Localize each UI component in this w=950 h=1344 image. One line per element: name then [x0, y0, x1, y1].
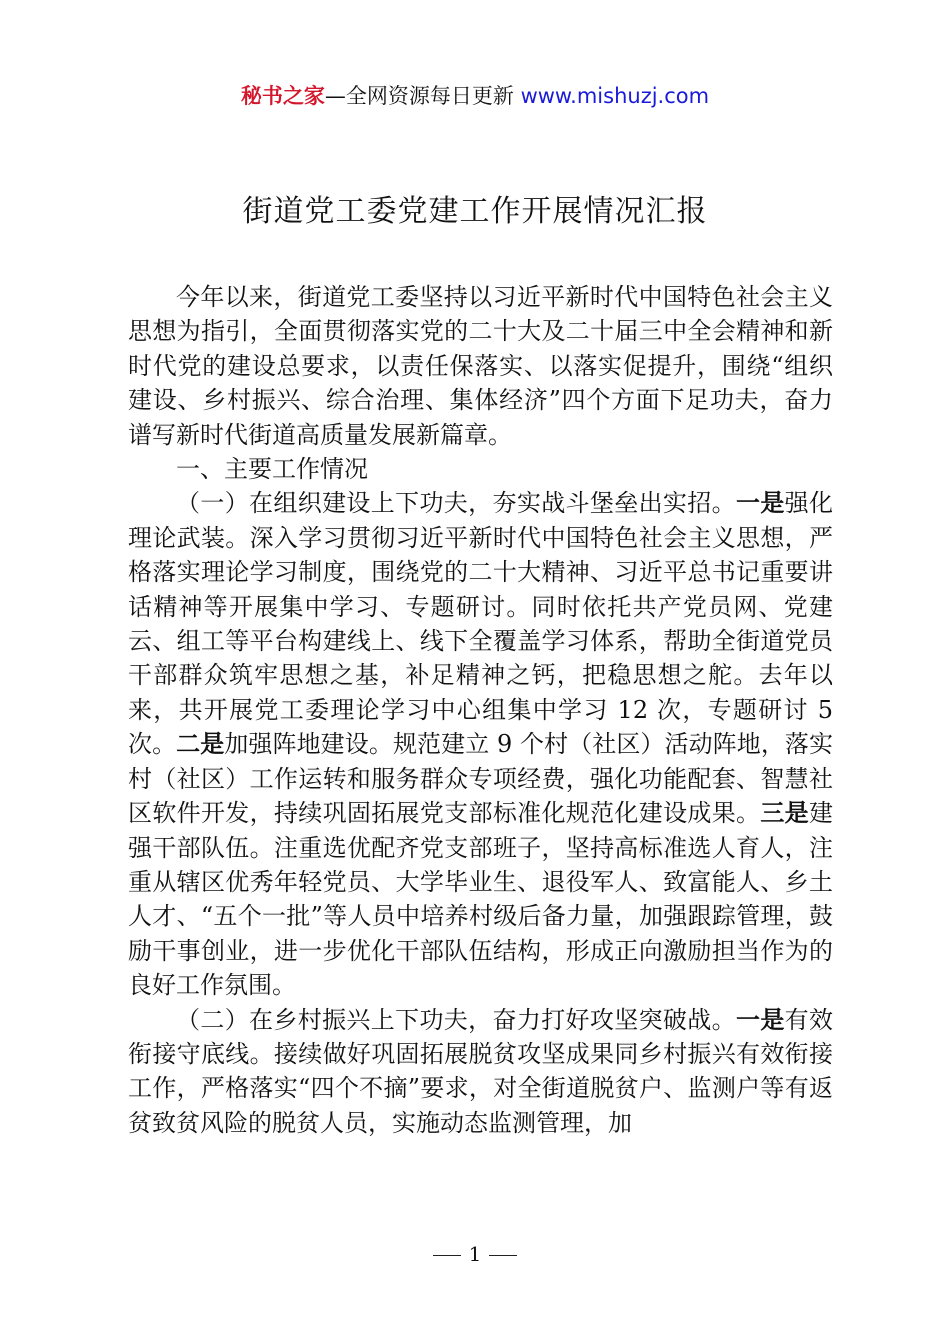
- keyword-third: 三是: [760, 798, 810, 828]
- paragraph-rural: [128, 1003, 833, 1141]
- keyword-first: 一是: [735, 1004, 785, 1034]
- page-number: [0, 1242, 950, 1266]
- intro-paragraph: 今年以来，街道党工委坚持以习近平新时代中国特色社会主义思想为指引，全面贯彻落实党的二十大及二十届三中全会精神和新时代党的建设总要求，以责任保落实、以落实促提升，围绕“组织建设、乡村振兴、综合治理、集体经济”四个方面下足功夫，奋力谱写新时代街道高质量发展新篇章。: [128, 283, 833, 449]
- banner-url[interactable]: www.mishuzj.com: [520, 84, 710, 108]
- keyword-second: 二是: [176, 729, 225, 759]
- paragraph-text: 强化理论武装。深入学习贯彻习近平新时代中国特色社会主义思想，严格落实理论学习制度，围绕党的二十大精神、习近平总书记重要讲话精神等开展集中学习、专题研讨。同时依托共产党员网、党建云、组工等平台构建线上、线下全覆盖学习体系，帮助全街道党员干部群众筑牢思想之基，补足精神之钙，把稳思想之舵。去年以来，共开展党工委理论学习中心组集中学习 12 次，专题研讨 5 次。: [128, 489, 834, 759]
- document-body: [128, 280, 833, 1140]
- paragraph-text: 建强干部队伍。注重选优配齐党支部班子，坚持高标准选人育人，注重从辖区优秀年轻党员、大学毕业生、退役军人、致富能人、乡土人才、“五个一批”等人员中培养村级后备力量，加强跟踪管理，鼓励干事创业，进一步优化干部队伍结构，形成正向激励担当作为的良好工作氛围。: [128, 799, 834, 1000]
- paragraph-organization: [128, 486, 833, 1002]
- keyword-first: 一是: [735, 488, 785, 518]
- banner-slogan: —全网资源每日更新: [324, 84, 521, 108]
- section-heading: 一、主要工作情况: [176, 455, 368, 484]
- paragraph-text: 有效衔接守底线。接续做好巩固拓展脱贫攻坚成果同乡村振兴有效衔接工作，严格落实“四个不摘”要求，对全街道脱贫户、监测户等有返贫致贫风险的脱贫人员，实施动态监测管理，加: [128, 1005, 834, 1137]
- paragraph-text: 加强阵地建设。规范建立 9 个村（社区）活动阵地，落实村（社区）工作运转和服务群众专项经费，强化功能配套、智慧社区软件开发，持续巩固拓展党支部标准化规范化建设成果。: [128, 730, 833, 828]
- site-banner: [0, 80, 950, 110]
- page-number-value: 1: [468, 1242, 482, 1266]
- document-title: 街道党工委党建工作开展情况汇报: [242, 194, 708, 229]
- paragraph-lead: （一）在组织建设上下功夫，夯实战斗堡垒出实招。: [176, 489, 736, 518]
- paragraph-lead: （二）在乡村振兴上下功夫，奋力打好攻坚突破战。: [176, 1005, 736, 1034]
- dash-left: [433, 1255, 461, 1256]
- brand-name: 秘书之家: [240, 84, 325, 108]
- dash-right: [489, 1255, 517, 1256]
